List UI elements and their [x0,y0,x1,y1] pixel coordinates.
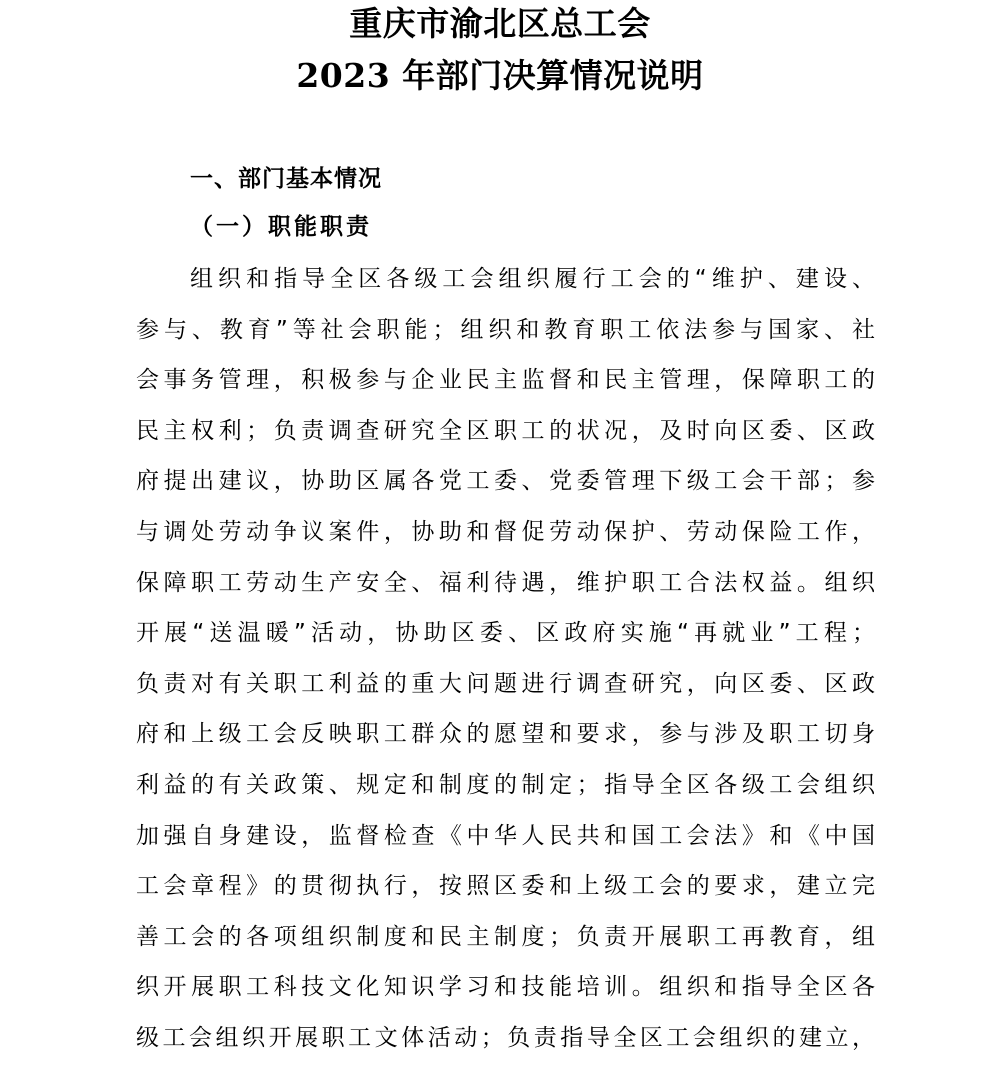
section-heading: 一、部门基本情况 [190,166,382,192]
subsection-heading: （一）职能职责 [190,214,372,240]
paragraph-line: 与调处劳动争议案件，协助和督促劳动保护、劳动保险工作， [136,518,876,545]
paragraph-line: 府提出建议，协助区属各党工委、党委管理下级工会干部；参 [136,468,876,495]
document-title-line-2: 2023 年部门决算情况说明 [296,56,704,95]
paragraph-line: 利益的有关政策、规定和制度的制定；指导全区各级工会组织 [136,771,876,798]
paragraph-line: 织开展职工科技文化知识学习和技能培训。组织和指导全区各 [136,974,876,1001]
paragraph-line: 级工会组织开展职工文体活动；负责指导全区工会组织的建立， [136,1024,876,1051]
document-title-line-1: 重庆市渝北区总工会 [349,4,651,43]
paragraph-line: 会事务管理，积极参与企业民主监督和民主管理，保障职工的 [136,367,876,394]
paragraph-line: 工会章程》的贯彻执行，按照区委和上级工会的要求，建立完 [136,873,876,900]
paragraph-line: 府和上级工会反映职工群众的愿望和要求，参与涉及职工切身 [136,721,876,748]
paragraph-line: 加强自身建设，监督检查《中华人民共和国工会法》和《中国 [136,822,876,849]
body-paragraph [136,263,876,1073]
paragraph-line: 保障职工劳动生产安全、福利待遇，维护职工合法权益。组织 [136,569,876,596]
paragraph-line: 组织和指导全区各级工会组织履行工会的“维护、建设、 [190,266,876,292]
paragraph-line: 民主权利；负责调查研究全区职工的状况，及时向区委、区政 [136,417,876,444]
paragraph-line: 参与、教育”等社会职能；组织和教育职工依法参与国家、社 [136,316,876,343]
paragraph-line: 开展“送温暖”活动，协助区委、区政府实施“再就业”工程； [136,620,876,647]
paragraph-line: 负责对有关职工利益的重大问题进行调查研究，向区委、区政 [136,670,876,697]
paragraph-line: 善工会的各项组织制度和民主制度；负责开展职工再教育，组 [136,923,876,950]
